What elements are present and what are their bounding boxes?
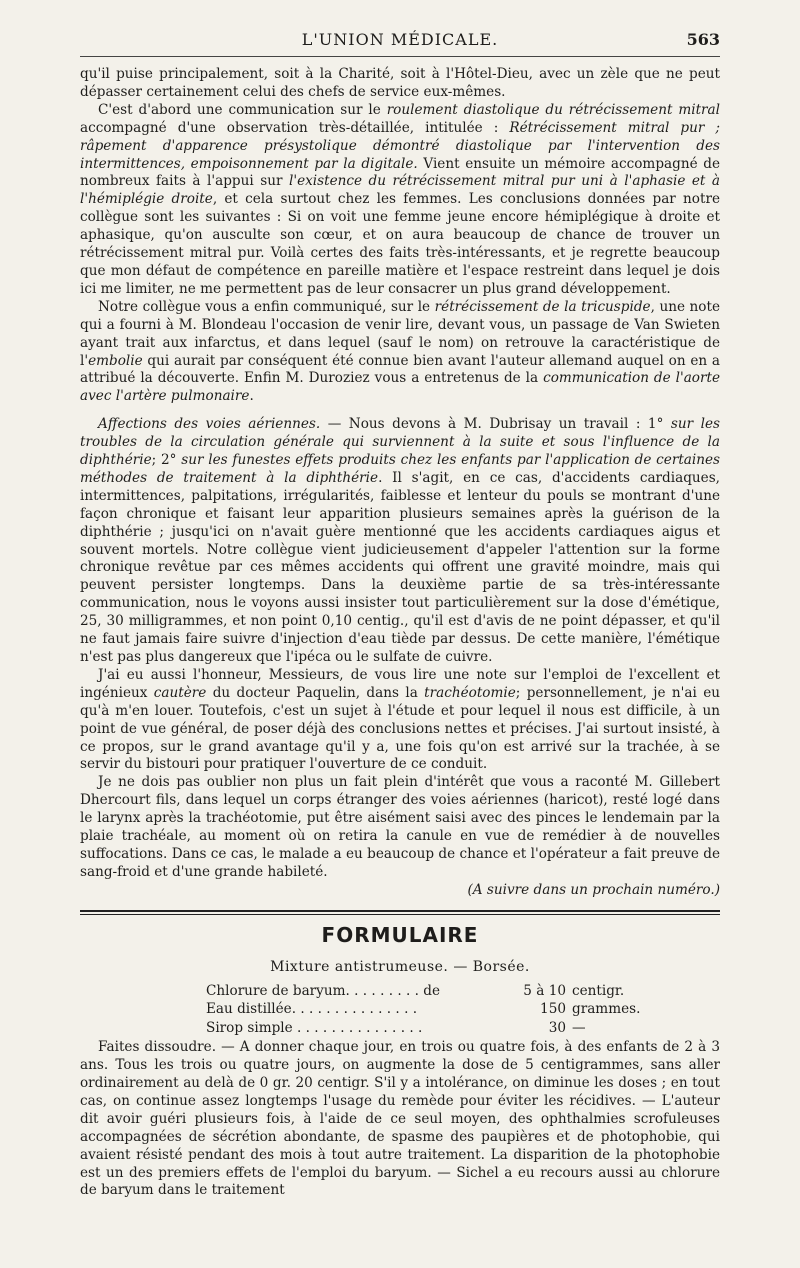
italic-run: sur les troubles de la circulation générale qui surviennent à la suite et sous l'influence de la diphthérie: [80, 416, 720, 469]
italic-run: trachéotomie: [424, 684, 516, 701]
paragraph: [80, 66, 720, 102]
text-run: Notre collègue vous a enfin communiqué, sur le: [98, 298, 435, 315]
ingredient-name: Chlorure de baryum. . . . . . . . . de: [206, 982, 441, 999]
section-divider: [80, 910, 720, 915]
text-run: qu'il puise principalement, soit à la Charité, soit à l'Hôtel-Dieu, avec un zèle que ne peut dépasser certainement celui des chefs de service eux-mêmes.: [80, 66, 720, 100]
italic-run: rétrécissement de la tricuspide: [434, 298, 651, 315]
text-run: , une note qui a fourni à M. Blondeau l'occasion de venir lire, devant vous, un passage de Van Swieten ayant trait aux infarctus, et dans lequel (sauf le nom) on retrouve la caractéristique de l': [80, 298, 720, 369]
text-run: .: [249, 388, 254, 405]
text-run: C'est d'abord une communication sur le: [98, 101, 387, 118]
paragraph: [80, 416, 720, 667]
section-title: FORMULAIRE: [321, 922, 479, 947]
paragraph: [80, 667, 720, 774]
paragraph: [80, 102, 720, 299]
text-run: Vient ensuite un mémoire accompagné de nombreux faits à l'appui sur: [80, 155, 721, 190]
ingredient-name: Sirop simple . . . . . . . . . . . . . . .: [206, 1020, 423, 1037]
running-title: L'UNION MÉDICALE.: [301, 30, 499, 49]
text-run: ; personnellement, je n'ai eu qu'à m'en louer. Toutefois, c'est un sujet à l'étude et pour lequel il nous est difficile, à un point de vue général, de poser déjà des conclusions nettes et précises. J'ai surtout insisté, à ce propos, sur le grand avantage qu'il y a, une fois qu'on est arrivé sur la trachée, à se servir du bistouri pour pratiquer l'ouverture de ce conduit.: [80, 684, 720, 773]
ingredient-name: Eau distillée. . . . . . . . . . . . . . .: [206, 1001, 418, 1018]
text-run: J'ai eu aussi l'honneur, Messieurs, de vous lire une note sur l'emploi de l'excellent et ingénieux: [80, 666, 720, 701]
article-body: [80, 66, 720, 1200]
recipe-title: Mixture antistrumeuse. — Borsée.: [270, 958, 530, 975]
italic-run: roulement diastolique du rétrécissement mitral: [386, 101, 720, 118]
recipe-text: Faites dissoudre. — A donner chaque jour, en trois ou quatre fois, à des enfants de 2 à 3 ans. Tous les trois ou quatre jours, on augmente la dose de 5 centigrammes, sans aller ordinairement au delà de 0 gr. 20 centigr. S'il y a intolérance, on diminue les doses ; en tout cas, on continue assez longtemps l'usage du remède pour éviter les récidives. — L'auteur dit avoir guéri plusieurs fois, à l'aide de ce seul moyen, des ophthalmies scrofuleuses accompagnées de sécrétion abondante, de spasme des paupières et de photophobie, qui avaient résisté pendant des mois à tout autre traitement. La disparition de la photophobie est un des premiers effets de l'emploi du baryum. — Sichel a eu recours aussi au chlorure de baryum dans le traitement: [80, 1039, 720, 1199]
italic-run: Affections des voies aériennes.: [98, 416, 321, 433]
italic-run: cautère: [153, 684, 207, 701]
page-number: 563: [686, 30, 720, 49]
text-run: — Nous devons à M. Dubrisay un travail : 1°: [320, 416, 671, 433]
italic-run: l'existence du rétrécissement mitral pur uni à l'aphasie et à l'hémiplégie droite: [80, 173, 720, 208]
continued-note: (A suivre dans un prochain numéro.): [467, 881, 720, 898]
paragraphs: [80, 66, 720, 882]
italic-run: Rétrécissement mitral pur ; râpement d'apparence présystolique démontré diastolique par l'intervention des intermittences, empoisonnement par la digitale.: [80, 119, 721, 172]
ingredient-unit: centigr.: [572, 982, 625, 999]
paragraph: [80, 299, 720, 406]
ingredient-unit: grammes.: [572, 1001, 641, 1018]
ingredient-quantity: 30: [548, 1020, 566, 1037]
paragraph: [80, 774, 720, 881]
italic-run: sur les funestes effets produits chez les enfants par l'application de certaines méthodes de traitement à la diphthérie: [80, 452, 721, 486]
running-head: [80, 30, 720, 57]
text-run: qui aurait par conséquent été connue bien avant l'auteur allemand auquel on en a attribué la découverte. Enfin M. Duroziez vous a entretenus de la: [80, 352, 720, 387]
ingredient-quantity: 150: [540, 1001, 566, 1018]
text-run: accompagné d'une observation très-détaillée, intitulée :: [80, 119, 510, 136]
text-run: . Il s'agit, en ce cas, d'accidents cardiaques, intermittences, palpitations, irrégularités, faiblesse et lenteur du pouls se montrant d'une façon chronique et faisant leur apparition plusieurs semaines après la guérison de la diphthérie ; jusqu'ici on n'avait guère mentionné que les accidents cardiaques aigus et souvent mortels. Notre collègue vient judicieusement d'appeler l'attention sur la forme chronique revêtue par ces mêmes accidents qui offrent une gravité moindre, mais qui peuvent persister longtemps. Dans la deuxième partie de sa très-intéressante communication, nous le voyons aussi insister tout particulièrement sur la dose d'émétique, 25, 30 milligrammes, et non point 0,10 centig., qu'il est d'avis de ne point dépasser, et qu'il ne faut jamais faire suivre d'injection d'eau tiède par dessus. De cette manière, l'émétique n'est pas plus dangereux que l'ipéca ou le sulfate de cuivre.: [80, 469, 720, 665]
ingredient-table: [206, 983, 640, 1040]
ingredient-quantity: 5 à 10: [523, 982, 566, 999]
text-run: du docteur Paquelin, dans la: [206, 684, 425, 701]
ingredient-row: [206, 983, 640, 1002]
ingredient-row: [206, 1020, 640, 1039]
ingredient-row: [206, 1001, 640, 1020]
italic-run: embolie: [88, 352, 143, 369]
italic-run: communication de l'aorte avec l'artère pulmonaire: [80, 370, 720, 405]
text-run: ; 2°: [151, 452, 182, 469]
text-run: , et cela surtout chez les femmes. Les conclusions données par notre collègue sont les suivantes : Si on voit une femme jeune encore hémiplégique à droite et aphasique, qu'on ausculte son cœur, et on aura beaucoup de chance de trouver un rétrécissement mitral pur. Voilà certes des faits très-intéressants, et je regrette beaucoup que mon défaut de compétence en pareille matière et l'espace restreint dans lequel je dois ici me limiter, ne me permettent pas de leur consacrer un plus grand développement.: [80, 191, 720, 297]
ingredient-unit: —: [572, 1020, 586, 1037]
text-run: Je ne dois pas oublier non plus un fait plein d'intérêt que vous a raconté M. Gillebert Dhercourt fils, dans lequel un corps étranger des voies aériennes (haricot), resté logé dans le larynx après la trachéotomie, put être aisément saisi avec des pinces le lendemain par la plaie trachéale, au moment où on retira la canule en vue de remédier à de nouvelles suffocations. Dans ce cas, le malade a eu beaucoup de chance et l'opérateur a fait preuve de sang-froid et d'une grande habileté.: [80, 774, 720, 880]
